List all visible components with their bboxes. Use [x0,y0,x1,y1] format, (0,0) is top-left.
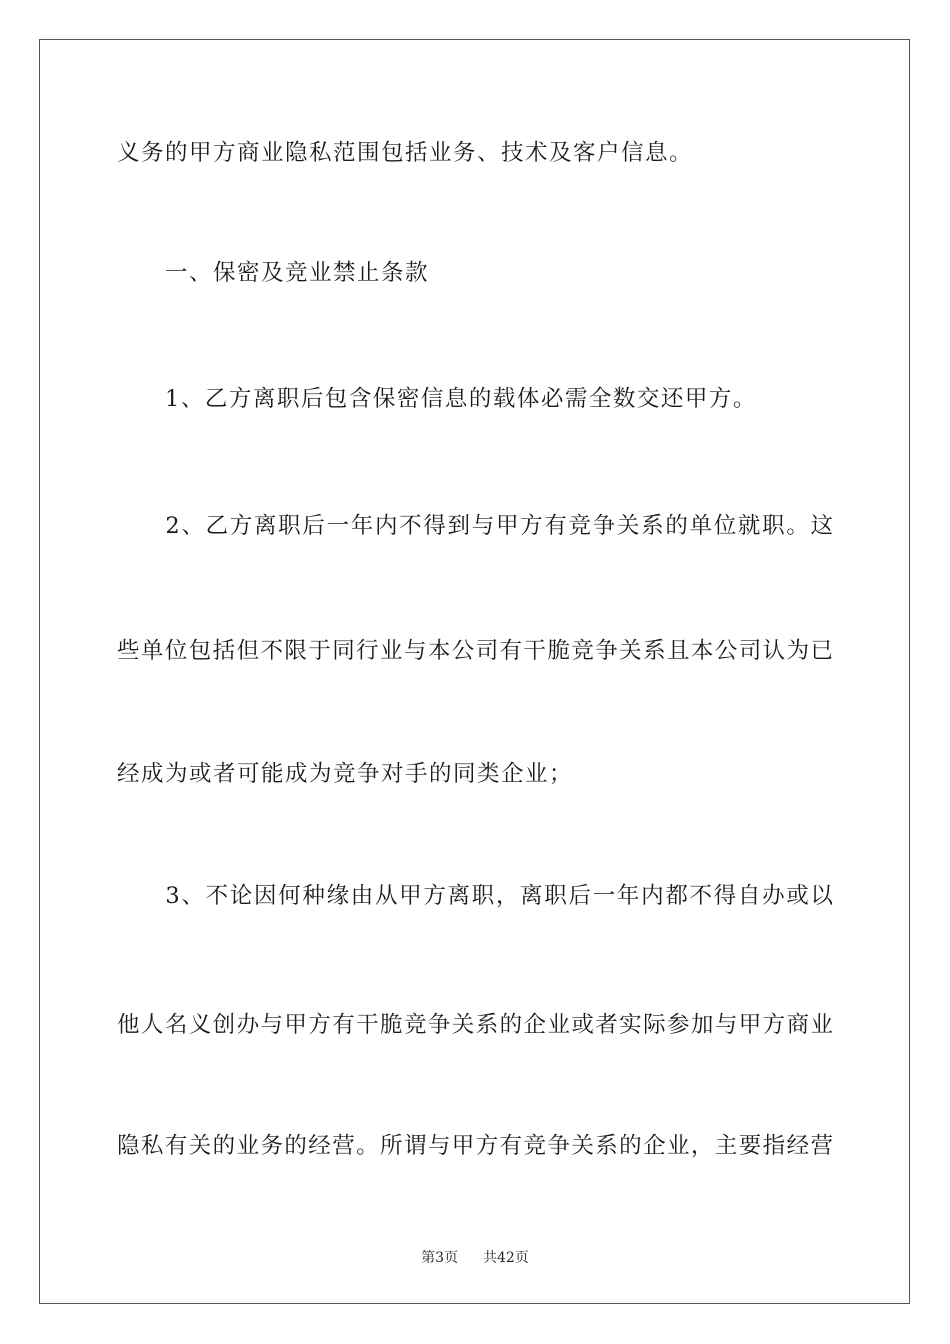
page-total: 共42页 [483,1250,529,1266]
clause-3-line-3: 隐私有关的业务的经营。所谓与甲方有竞争关系的企业，主要指经营 [117,1133,833,1159]
clause-1-line-1: 1、乙方离职后包含保密信息的载体必需全数交还甲方。 [117,386,757,412]
page-number: 第3页 [421,1250,459,1266]
clause-2-line-2: 些单位包括但不限于同行业与本公司有干脆竞争关系且本公司认为已 [117,638,833,664]
page-footer [0,1247,950,1267]
clause-2-line-1: 2、乙方离职后一年内不得到与甲方有竞争关系的单位就职。这 [117,513,833,539]
paragraph-line-1: 义务的甲方商业隐私范围包括业务、技术及客户信息。 [117,140,694,166]
section-heading: 一、保密及竞业禁止条款 [117,260,430,286]
clause-3-line-1: 3、不论因何种缘由从甲方离职，离职后一年内都不得自办或以 [117,883,833,909]
clause-2-line-3: 经成为或者可能成为竞争对手的同类企业； [117,761,574,787]
clause-3-line-2: 他人名义创办与甲方有干脆竞争关系的企业或者实际参加与甲方商业 [117,1012,833,1038]
page-border [39,39,910,1304]
